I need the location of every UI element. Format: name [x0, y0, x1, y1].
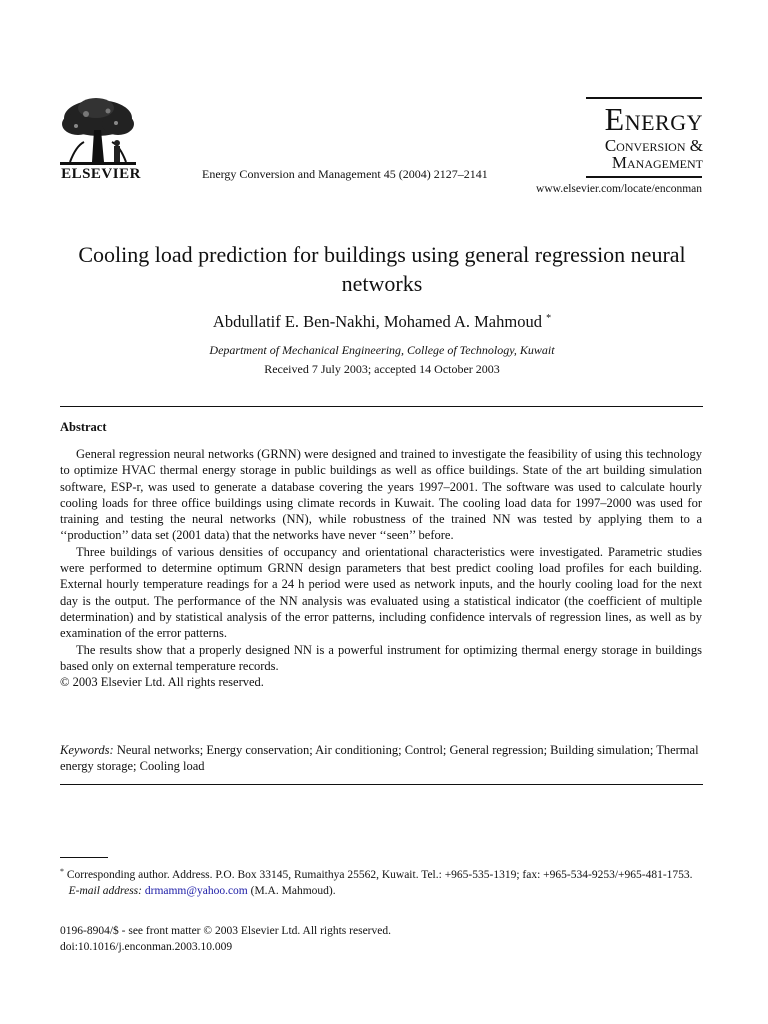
corresponding-author-footnote	[60, 864, 702, 899]
author-list	[60, 312, 704, 332]
journal-rule-top	[586, 97, 702, 99]
email-link[interactable]: drmamm@yahoo.com	[144, 884, 248, 897]
abstract-paragraph-3: The results show that a properly designed NN is a powerful instrument for optimizing thermal energy storage in buildings based only on external temperature records.	[60, 642, 702, 673]
journal-url-link[interactable]: www.elsevier.com/locate/enconman	[536, 183, 702, 195]
corresponding-author-marker[interactable]: *	[546, 313, 552, 324]
abstract-bottom-rule	[60, 784, 703, 785]
front-matter-info	[60, 924, 702, 955]
abstract-body	[60, 446, 702, 690]
abstract-top-rule	[60, 406, 703, 407]
author-affiliation: Department of Mechanical Engineering, College of Technology, Kuwait	[209, 343, 555, 357]
journal-name-line3: Management	[611, 153, 703, 172]
abstract-copyright: © 2003 Elsevier Ltd. All rights reserved.	[60, 675, 264, 690]
received-dates: Received 7 July 2003; accepted 14 October 2003	[264, 362, 500, 376]
abstract-heading: Abstract	[60, 420, 107, 434]
journal-citation: Energy Conversion and Management 45 (2004) 2127–2141	[202, 167, 488, 181]
keywords-text: Neural networks; Energy conservation; Air conditioning; Control; General regression; Building simulation; Thermal energy storage; Cooling load	[60, 743, 699, 774]
issn-line: 0196-8904/$ - see front matter © 2003 Elsevier Ltd. All rights reserved.	[60, 925, 391, 937]
article-title: Cooling load prediction for buildings using general regression neural networks	[78, 242, 686, 296]
doi-line[interactable]: doi:10.1016/j.enconman.2003.10.009	[60, 940, 233, 953]
publisher-wordmark: ELSEVIER	[61, 166, 141, 182]
email-owner: (M.A. Mahmoud).	[250, 884, 336, 897]
footnote-email-line	[60, 884, 702, 900]
journal-name-line1: Energy	[604, 101, 703, 137]
footnote-rule	[60, 857, 108, 858]
email-label: E-mail address:	[68, 884, 142, 897]
keywords-label: Keywords:	[60, 743, 114, 757]
abstract-paragraph-1: General regression neural networks (GRNN) were designed and trained to investigate the feasibility of using this technology to optimize HVAC thermal energy storage in public buildings as well as office buildings. State of the art building simulation software, ESP-r, was used to generate a database covering the years 1997–2001. The software was used to calculate hourly cooling loads for three office buildings using climate records in Kuwait. The cooling load data for 1997–2000 was used for training and testing the neural networks (NN), while robustness of the trained NN was tested by applying them to a ‘‘production’’ data set (2001 data) that the networks have never ‘‘seen’’ before.	[60, 447, 702, 543]
author-names: Abdullatif E. Ben-Nakhi, Mohamed A. Mahmoud	[212, 312, 542, 331]
journal-name-line2: Conversion &	[604, 136, 703, 155]
footnote-address-text: Corresponding author. Address. P.O. Box 33145, Rumaithya 25562, Kuwait. Tel.: +965-535-1319; fax: +965-534-9253/+965-481-1753.	[66, 869, 693, 881]
journal-name-logo	[583, 103, 703, 171]
abstract-paragraph-2: Three buildings of various densities of occupancy and orientational characteristics were investigated. Parametric studies were performed to determine optimum GRNN design parameters that best predict cooling load profiles for each building. External hourly temperature readings for a 24 h period were used as network inputs, and the hourly cooling load for the next day is the output. The performance of the NN analysis was evaluated using a statistical indicator (the coefficient of multiple determination) and by statistical analysis of the error patterns, including confidence intervals of regression lines, as well as by examination of the error patterns.	[60, 544, 702, 641]
keywords	[60, 742, 702, 775]
footnote-marker: *	[60, 867, 64, 876]
footnote-address	[60, 864, 702, 884]
journal-rule-bottom	[586, 176, 702, 178]
